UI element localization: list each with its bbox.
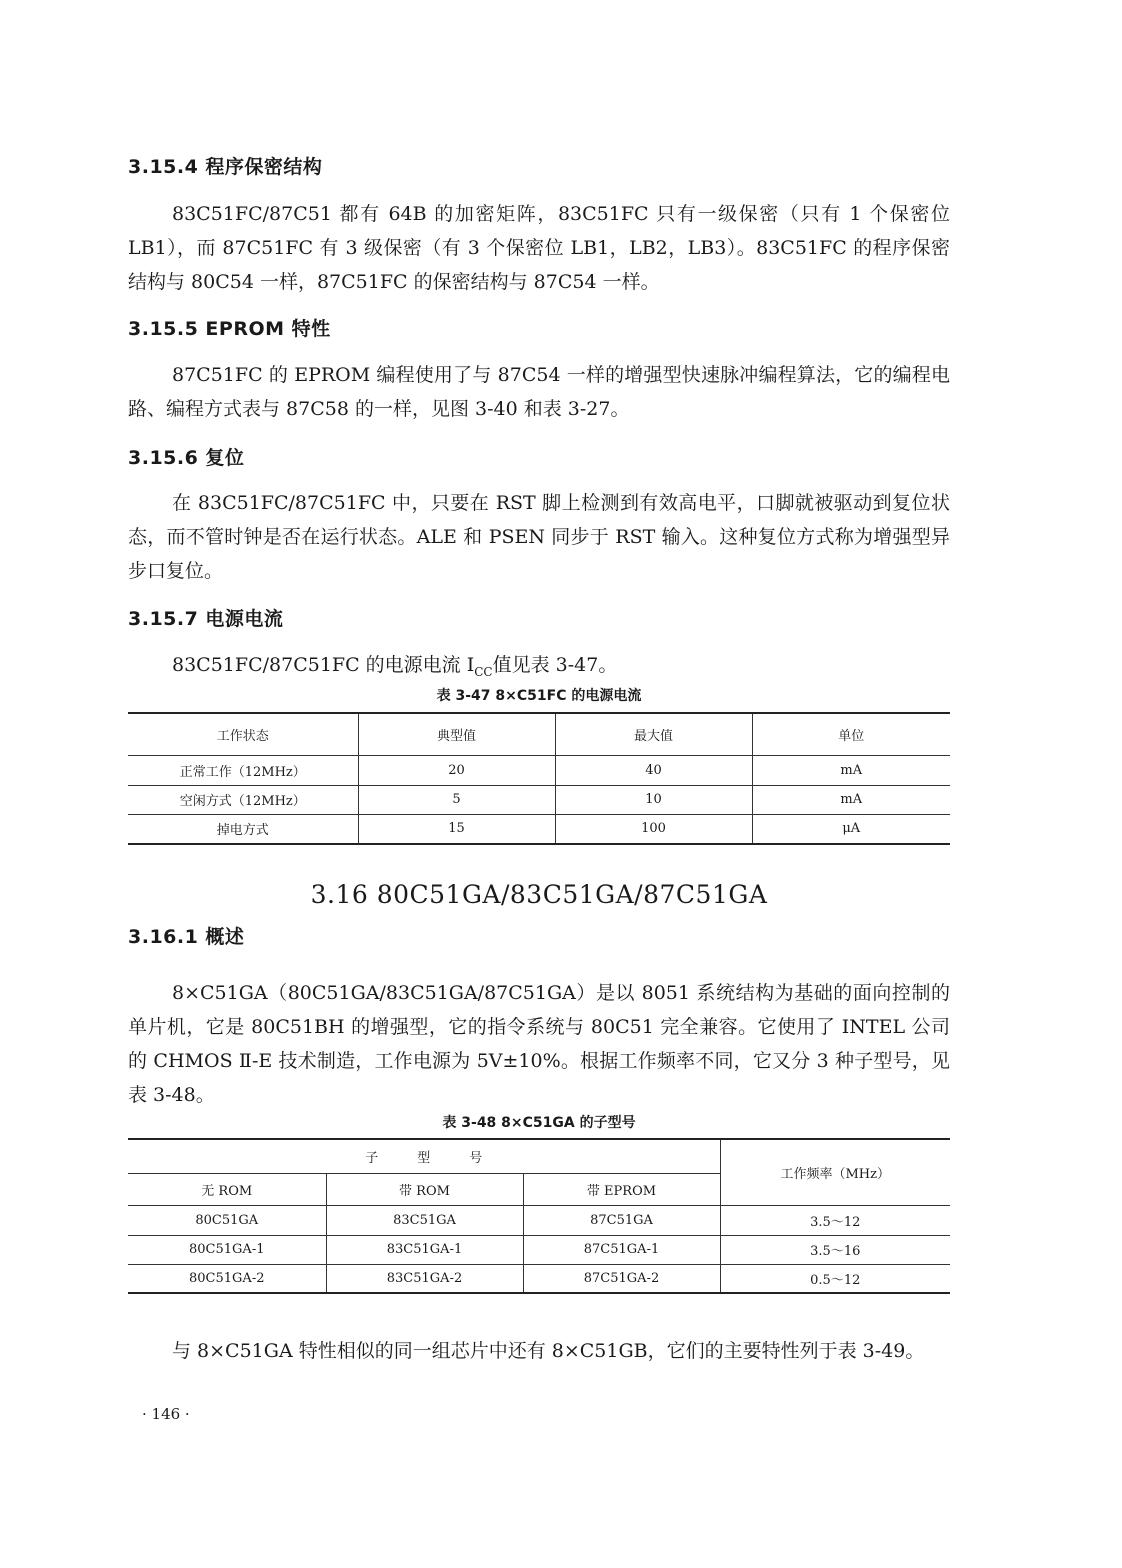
table-header-cell: 工作状态 — [128, 713, 358, 755]
table-cell: 80C51GA-2 — [128, 1264, 326, 1293]
table-cell: 83C51GA-2 — [326, 1264, 523, 1293]
table-cell: mA — [752, 785, 950, 814]
table-cell: 掉电方式 — [128, 814, 358, 844]
heading-3-15-5: 3.15.5 EPROM 特性 — [128, 318, 331, 340]
table-header-cell: 单位 — [752, 713, 950, 755]
section-title-3-16: 3.16 80C51GA/83C51GA/87C51GA — [310, 880, 768, 909]
table-header-cell: 工作频率（MHz） — [720, 1139, 950, 1205]
table-cell: mA — [752, 755, 950, 785]
table-cell: 3.5～12 — [720, 1205, 950, 1235]
table-cell: 15 — [358, 814, 555, 844]
table-group-header: 子 型 号 — [128, 1139, 720, 1173]
text-pre: 83C51FC/87C51FC 的电源电流 I — [172, 654, 475, 676]
table-header-cell: 无 ROM — [128, 1173, 326, 1205]
table-cell: 87C51GA-1 — [523, 1235, 720, 1264]
paragraph-3-15-5 — [128, 358, 950, 426]
paragraph-3-15-6 — [128, 486, 950, 588]
paragraph-3-15-7 — [128, 648, 950, 689]
page-number: · 146 · — [142, 1405, 190, 1423]
table-3-47-caption: 表 3-47 8×C51FC 的电源电流 — [436, 688, 642, 704]
table-cell: 80C51GA-1 — [128, 1235, 326, 1264]
table-header-row — [128, 713, 950, 755]
paragraph-text: 与 8×C51GA 特性相似的同一组芯片中还有 8×C51GB，它们的主要特性列于表 3-49。 — [172, 1340, 925, 1362]
table-cell: 5 — [358, 785, 555, 814]
paragraph-text: 87C51FC 的 EPROM 编程使用了与 87C54 一样的增强型快速脉冲编程算法，它的编程电路、编程方式表与 87C58 的一样，见图 3-40 和表 3-27。 — [128, 364, 950, 420]
text-post: 值见表 3-47。 — [492, 654, 618, 676]
heading-3-15-4: 3.15.4 程序保密结构 — [128, 156, 323, 178]
table-cell: 87C51GA-2 — [523, 1264, 720, 1293]
table-3-48-caption: 表 3-48 8×C51GA 的子型号 — [442, 1115, 636, 1131]
table-cell: 3.5～16 — [720, 1235, 950, 1264]
table-group-header-row — [128, 1139, 950, 1173]
paragraph-3-16-1-after — [128, 1334, 950, 1368]
table-cell: 100 — [555, 814, 752, 844]
table-cell: 80C51GA — [128, 1205, 326, 1235]
subscript-cc: CC — [474, 664, 493, 679]
table-cell: 10 — [555, 785, 752, 814]
table-row — [128, 755, 950, 785]
table-header-cell: 带 ROM — [326, 1173, 523, 1205]
table-cell: 空闲方式（12MHz） — [128, 785, 358, 814]
paragraph-text — [128, 648, 950, 689]
table-row — [128, 1235, 950, 1264]
table-3-48 — [128, 1138, 950, 1294]
paragraph-text: 8×C51GA（80C51GA/83C51GA/87C51GA）是以 8051 系统结构为基础的面向控制的单片机，它是 80C51BH 的增强型，它的指令系统与 80C51 完全兼容。它使用了 INTEL 公司的 CHMOS Ⅱ-E 技术制造，工作电源为 5V±10%。根据工作频率不同，它又分 3 种子型号，见表 3-48。 — [128, 982, 950, 1106]
heading-3-16-1: 3.16.1 概述 — [128, 926, 245, 948]
table-header-cell: 最大值 — [555, 713, 752, 755]
paragraph-3-16-1 — [128, 976, 950, 1112]
table-cell: μA — [752, 814, 950, 844]
table-cell: 83C51GA-1 — [326, 1235, 523, 1264]
paragraph-text: 83C51FC/87C51 都有 64B 的加密矩阵，83C51FC 只有一级保密（只有 1 个保密位 LB1），而 87C51FC 有 3 级保密（有 3 个保密位 LB1，LB2，LB3）。83C51FC 的程序保密结构与 80C54 一样，87C51FC 的保密结构与 87C54 一样。 — [128, 203, 950, 293]
paragraph-text: 在 83C51FC/87C51FC 中，只要在 RST 脚上检测到有效高电平，口脚就被驱动到复位状态，而不管时钟是否在运行状态。ALE 和 PSEN 同步于 RST 输入。这种复位方式称为增强型异步口复位。 — [128, 492, 950, 582]
table-header-cell: 带 EPROM — [523, 1173, 720, 1205]
table-cell: 40 — [555, 755, 752, 785]
table-row — [128, 785, 950, 814]
table-cell: 0.5～12 — [720, 1264, 950, 1293]
table-3-47 — [128, 712, 950, 845]
heading-3-15-7: 3.15.7 电源电流 — [128, 608, 284, 630]
table-row — [128, 814, 950, 844]
table-cell: 20 — [358, 755, 555, 785]
paragraph-3-15-4 — [128, 197, 950, 299]
table-cell: 83C51GA — [326, 1205, 523, 1235]
table-header-cell: 典型值 — [358, 713, 555, 755]
heading-3-15-6: 3.15.6 复位 — [128, 447, 245, 469]
table-cell: 87C51GA — [523, 1205, 720, 1235]
table-row — [128, 1205, 950, 1235]
table-cell: 正常工作（12MHz） — [128, 755, 358, 785]
table-row — [128, 1264, 950, 1293]
